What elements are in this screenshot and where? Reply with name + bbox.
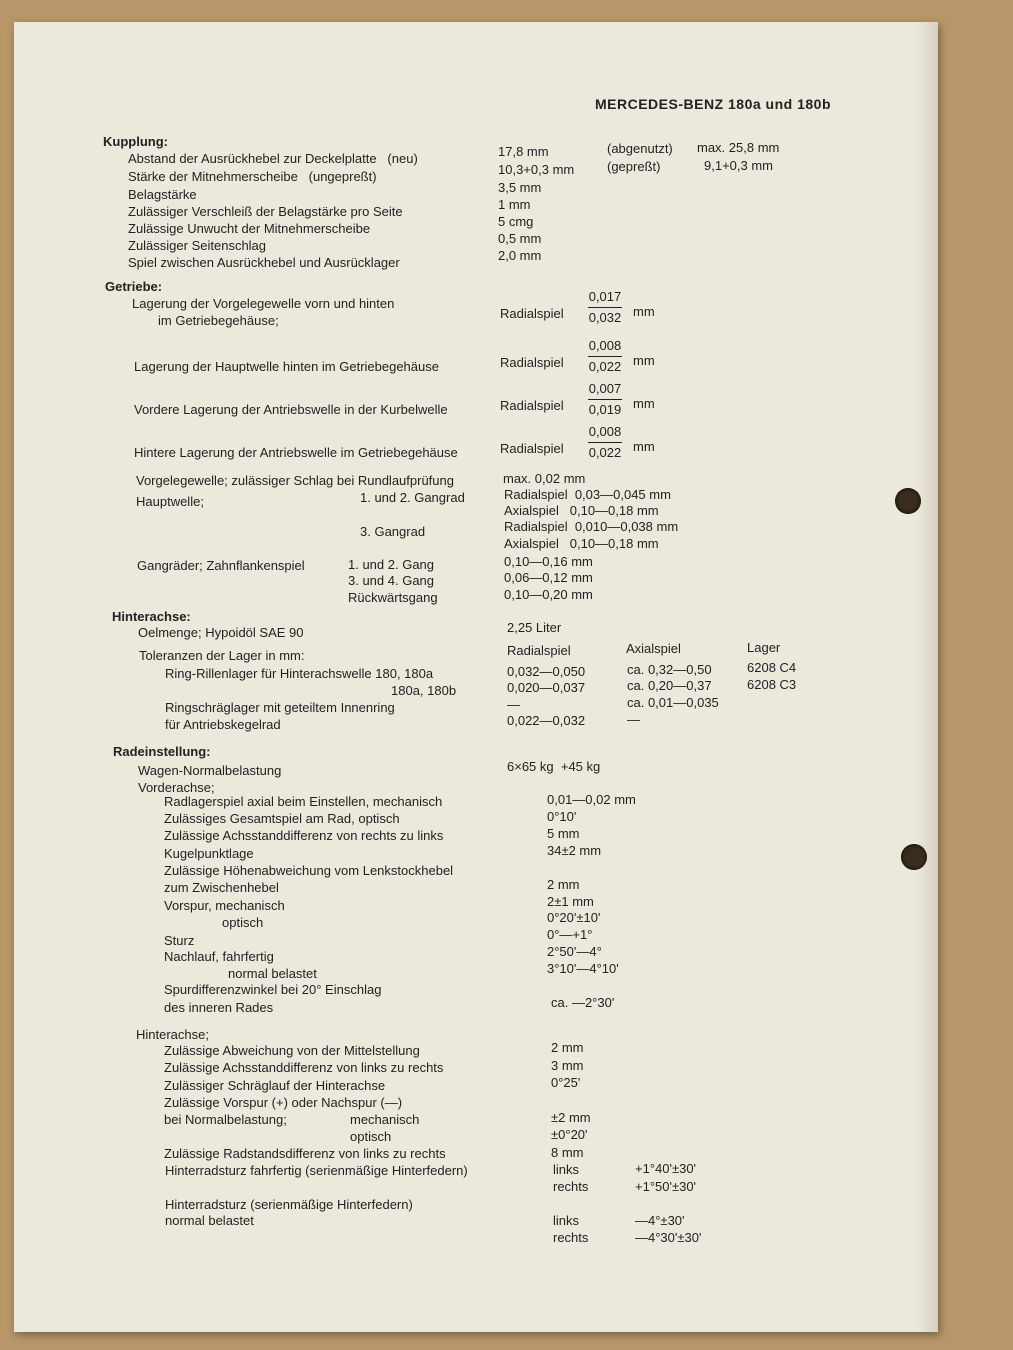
row-label: Hinterradsturz fahrfertig (serienmäßige Hinterfedern) <box>165 1163 468 1178</box>
row-value: ca. 0,32—0,50 <box>627 662 712 677</box>
fraction-numerator: 0,017 <box>588 289 622 308</box>
row-label: Zulässige Unwucht der Mitnehmerscheibe <box>128 221 371 236</box>
row-value: Axialspiel 0,10—0,18 mm <box>504 503 659 518</box>
row-value: 0°25' <box>551 1075 581 1090</box>
row-label: rechts <box>553 1179 589 1194</box>
fraction-numerator: 0,007 <box>588 381 622 400</box>
row-value: 6208 C3 <box>747 677 797 692</box>
row-label: 180a, 180b <box>391 683 457 698</box>
row-value: 5 mm <box>547 826 580 841</box>
row-label: Vordere Lagerung der Antriebswelle in der Kurbelwelle <box>134 402 448 417</box>
row-label: zum Zwischenhebel <box>164 880 279 895</box>
row-value: Radialspiel 0,03—0,045 mm <box>504 487 671 502</box>
row-value: 2,0 mm <box>498 248 542 263</box>
row-value: 0°10' <box>547 809 577 824</box>
row-label: Kugelpunktlage <box>164 846 254 861</box>
row-label: Zulässige Höhenabweichung vom Lenkstockhebel <box>164 863 454 878</box>
row-label: des inneren Rades <box>164 1000 274 1015</box>
row-value: 10,3+0,3 mm <box>498 162 575 177</box>
fraction-denominator: 0,022 <box>588 445 622 460</box>
row-unit: mm <box>633 396 655 411</box>
row-label: rechts <box>553 1230 589 1245</box>
column-header: Lager <box>747 640 781 655</box>
row-label: Radialspiel <box>500 355 564 370</box>
section-heading-getriebe: Getriebe: <box>105 279 163 294</box>
row-value: 6×65 kg +45 kg <box>507 759 601 774</box>
row-value: Axialspiel 0,10—0,18 mm <box>504 536 659 551</box>
row-value: 0,032—0,050 <box>507 664 586 679</box>
row-unit: mm <box>633 353 655 368</box>
row-label: Ringschräglager mit geteiltem Innenring <box>165 700 395 715</box>
row-label: Spiel zwischen Ausrückhebel und Ausrücklager <box>128 255 400 270</box>
row-value: 0,5 mm <box>498 231 542 246</box>
row-label: normal belastet <box>228 966 317 981</box>
row-label: für Antriebskegelrad <box>165 717 281 732</box>
row-label: Zulässige Achsstanddifferenz von links zu rechts <box>164 1060 444 1075</box>
fraction-denominator: 0,019 <box>588 402 622 417</box>
sub-heading: Vorderachse; <box>138 780 215 795</box>
row-label: bei Normalbelastung; <box>164 1112 287 1127</box>
row-label: Radialspiel <box>500 306 564 321</box>
row-value: 0,06—0,12 mm <box>504 570 593 585</box>
section-heading-radeinstellung: Radeinstellung: <box>113 744 211 759</box>
row-value: 2 mm <box>551 1040 584 1055</box>
column-header: Axialspiel <box>626 641 681 656</box>
fraction-value <box>588 338 622 375</box>
row-label: Zulässige Abweichung von der Mittelstellung <box>164 1043 420 1058</box>
row-label: 1. und 2. Gang <box>348 557 435 572</box>
row-value: 2,25 Liter <box>507 620 562 635</box>
row-value: 5 cmg <box>498 214 534 229</box>
row-value: —4°±30' <box>635 1213 685 1228</box>
row-label: Wagen-Normalbelastung <box>138 763 282 778</box>
punch-hole <box>901 844 927 870</box>
row-value: Radialspiel 0,010—0,038 mm <box>504 519 679 534</box>
row-value: 3 mm <box>551 1058 584 1073</box>
section-heading-kupplung: Kupplung: <box>103 134 168 149</box>
row-value: 0°20'±10' <box>547 910 601 925</box>
punch-hole <box>895 488 921 514</box>
row-value: ca. —2°30' <box>551 995 615 1010</box>
row-label: Hintere Lagerung der Antriebswelle im Getriebegehäuse <box>134 445 458 460</box>
row-label: Toleranzen der Lager in mm: <box>139 648 305 663</box>
row-unit: mm <box>633 439 655 454</box>
row-label: Nachlauf, fahrfertig <box>164 949 274 964</box>
column-header: Radialspiel <box>507 643 571 658</box>
row-value: 2°50'—4° <box>547 944 602 959</box>
row-label: Belagstärke <box>128 187 197 202</box>
row-label: Hauptwelle; <box>136 494 204 509</box>
row-label: Hinterradsturz (serienmäßige Hinterfedern) <box>165 1197 413 1212</box>
row-label: Zulässige Vorspur (+) oder Nachspur (—) <box>164 1095 403 1110</box>
fraction-numerator: 0,008 <box>588 424 622 443</box>
row-value: 0,01—0,02 mm <box>547 792 636 807</box>
row-value: 8 mm <box>551 1145 584 1160</box>
row-label: Lagerung der Vorgelegewelle vorn und hinten <box>132 296 395 311</box>
row-value: 1 mm <box>498 197 531 212</box>
row-label: Zulässiger Verschleiß der Belagstärke pro Seite <box>128 204 403 219</box>
row-label: Zulässiges Gesamtspiel am Rad, optisch <box>164 811 400 826</box>
row-value: 34±2 mm <box>547 843 602 858</box>
row-value: ±2 mm <box>551 1110 591 1125</box>
row-label: Stärke der Mitnehmerscheibe (ungepreßt) <box>128 169 377 184</box>
row-label: Vorgelegewelle; zulässiger Schlag bei Rundlaufprüfung <box>136 473 454 488</box>
row-value: 3,5 mm <box>498 180 542 195</box>
fraction-value <box>588 424 622 461</box>
row-label: Gangräder; Zahnflankenspiel <box>137 558 305 573</box>
row-note: (gepreßt) <box>607 159 661 174</box>
row-label: im Getriebegehäuse; <box>158 313 279 328</box>
row-label: Zulässiger Seitenschlag <box>128 238 267 253</box>
row-value: —4°30'±30' <box>635 1230 702 1245</box>
row-label: mechanisch <box>350 1112 420 1127</box>
row-value: 2 mm <box>547 877 580 892</box>
row-unit: mm <box>633 304 655 319</box>
row-label: Vorspur, mechanisch <box>164 898 285 913</box>
row-label: Radialspiel <box>500 398 564 413</box>
row-value: 0°—+1° <box>547 927 593 942</box>
row-label: links <box>553 1162 580 1177</box>
fraction-value <box>588 381 622 418</box>
row-label: optisch <box>350 1129 392 1144</box>
row-label: Rückwärtsgang <box>348 590 438 605</box>
row-label: Abstand der Ausrückhebel zur Deckelplatte (neu) <box>128 151 418 166</box>
document-page <box>14 22 938 1332</box>
fraction-value <box>588 289 622 326</box>
row-label: links <box>553 1213 580 1228</box>
row-value: ±0°20' <box>551 1127 588 1142</box>
row-label: Spurdifferenzwinkel bei 20° Einschlag <box>164 982 382 997</box>
fraction-denominator: 0,032 <box>588 310 622 325</box>
row-value: ca. 0,20—0,37 <box>627 678 712 693</box>
row-value: 0,10—0,20 mm <box>504 587 593 602</box>
row-label: Radialspiel <box>500 441 564 456</box>
row-value: ca. 0,01—0,035 <box>627 695 719 710</box>
row-value: 0,10—0,16 mm <box>504 554 593 569</box>
row-label: Zulässiger Schräglauf der Hinterachse <box>164 1078 386 1093</box>
row-value: 6208 C4 <box>747 660 797 675</box>
row-value: 0,020—0,037 <box>507 680 586 695</box>
row-value: +1°40'±30' <box>635 1161 697 1176</box>
row-extra: 9,1+0,3 mm <box>704 158 774 173</box>
row-label: 3. und 4. Gang <box>348 573 435 588</box>
row-value: 3°10'—4°10' <box>547 961 619 976</box>
row-label: Radlagerspiel axial beim Einstellen, mechanisch <box>164 794 443 809</box>
row-label: Zulässige Radstandsdifferenz von links zu rechts <box>164 1146 446 1161</box>
row-value: +1°50'±30' <box>635 1179 697 1194</box>
row-extra: max. 25,8 mm <box>697 140 780 155</box>
row-note: (abgenutzt) <box>607 141 673 156</box>
row-label: Zulässige Achsstanddifferenz von rechts zu links <box>164 828 444 843</box>
row-label: 1. und 2. Gangrad <box>360 490 465 505</box>
row-value: — <box>627 712 640 727</box>
row-value: 17,8 mm <box>498 144 549 159</box>
row-value: 0,022—0,032 <box>507 713 586 728</box>
document-title: MERCEDES-BENZ 180a und 180b <box>595 96 831 112</box>
row-value: max. 0,02 mm <box>503 471 586 486</box>
row-label: optisch <box>222 915 264 930</box>
row-value: 2±1 mm <box>547 894 594 909</box>
sub-heading: Hinterachse; <box>136 1027 209 1042</box>
fraction-numerator: 0,008 <box>588 338 622 357</box>
row-value: — <box>507 697 520 712</box>
row-label: Lagerung der Hauptwelle hinten im Getriebegehäuse <box>134 359 439 374</box>
row-label: 3. Gangrad <box>360 524 426 539</box>
row-label: Ring-Rillenlager für Hinterachswelle 180, 180a <box>165 666 434 681</box>
section-heading-hinterachse: Hinterachse: <box>112 609 191 624</box>
row-label: normal belastet <box>165 1213 254 1228</box>
fraction-denominator: 0,022 <box>588 359 622 374</box>
row-label: Sturz <box>164 933 195 948</box>
row-label: Oelmenge; Hypoidöl SAE 90 <box>138 625 304 640</box>
